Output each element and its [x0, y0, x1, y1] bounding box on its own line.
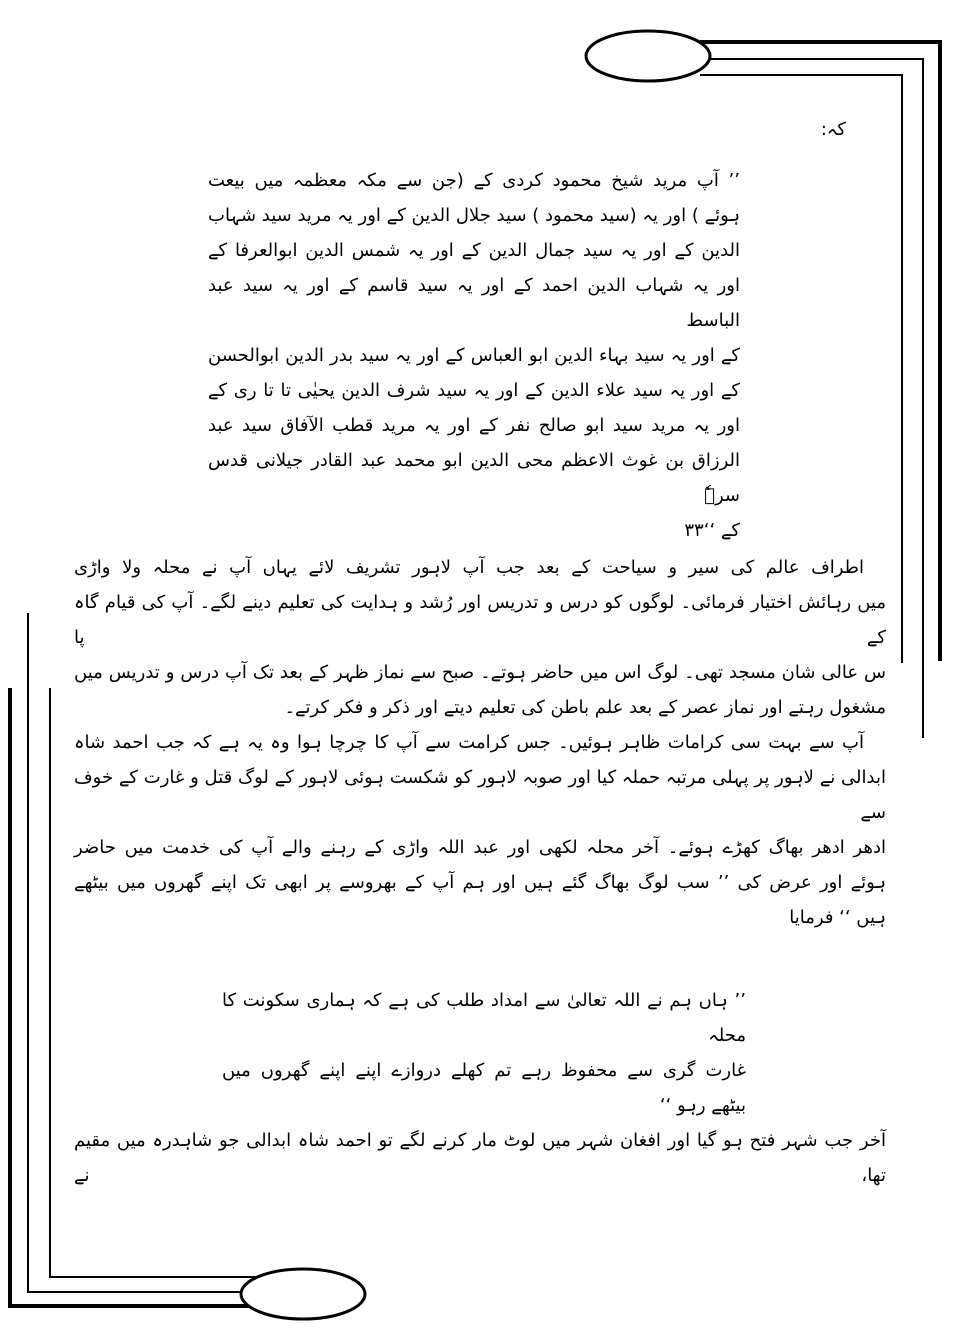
body-line: ابدالی نے لاہور پر پہلی مرتبہ حملہ کیا اور صوبہ لاہور کو شکست ہوئی لاہور کے لوگ قتل و غارت کے خوف سے: [74, 767, 886, 823]
body-line: ادھر ادھر بھاگ کھڑے ہوئے۔ آخر محلہ لکھی اور عبد اللہ واڑی کے رہنے والے آپ کی خدمت میں حاضر: [74, 837, 886, 858]
quote-line: کے اور یہ سید بہاء الدین ابو العباس کے اور یہ سید بدر الدین ابوالحسن: [208, 345, 740, 366]
quote-line: ہوئے ) اور یہ (سید محمود ) سید جلال الدین کے اور یہ مرید سید شہاب: [208, 205, 740, 226]
body-line: اطراف عالم کی سیر و سیاحت کے بعد جب آپ لاہور تشریف لائے یہاں آپ نے محلہ ولا واڑی: [74, 557, 864, 578]
body-line: مشغول رہتے اور نماز عصر کے بعد علم باطن کی تعلیم دیتے اور ذکر و فکر کرتے۔: [284, 697, 886, 718]
quote-line: کے اور یہ سید علاء الدین کے اور یہ سید شرف الدین یحیٰی تا تا ری کے: [208, 380, 740, 401]
quote-line: ’’ ہاں ہم نے اللہ تعالیٰ سے امداد طلب کی ہے کہ ہماری سکونت کا محلہ: [222, 990, 746, 1046]
body-line: میں رہائش اختیار فرمائی۔ لوگوں کو درس و تدریس اور رُشد و ہدایت کی تعلیم دینے لگے۔ آپ کی قیام گاہ کے پا: [74, 592, 886, 648]
body-line: آپ سے بہت سی کرامات ظاہر ہوئیں۔ جس کرامت سے آپ کا چرچا ہوا وہ یہ ہے کہ جب احمد شاہ: [74, 732, 864, 753]
quote-line: بیٹھے رہو ‘‘: [659, 1095, 746, 1116]
bottom-oval-ornament: [241, 1269, 365, 1319]
quote-line: ’’ آپ مرید شیخ محمود کردی کے (جن سے مکہ معظمہ میں بیعت: [208, 170, 740, 191]
quote-line: اور یہ مرید سید ابو صالح نفر کے اور یہ مرید قطب الآفاق سید عبد: [208, 415, 740, 436]
quote-line: اور یہ شہاب الدین احمد کے اور یہ سید قاسم کے اور یہ سید عبد الباسط: [208, 275, 740, 331]
quote-2: [222, 983, 746, 1123]
paragraph-1: [74, 550, 886, 725]
body-line: ہوئے اور عرض کی ’’ سب لوگ بھاگ گئے ہیں اور ہم آپ کے بھروسے پر ابھی تک اپنے گھروں میں بیٹھے: [74, 872, 886, 893]
body-line: آخر جب شہر فتح ہو گیا اور افغان شہر میں لوٹ مار کرنے لگے تو احمد شاہ ابدالی جو شاہدرہ میں مقیم تھا، نے: [74, 1130, 886, 1186]
quote-line: الرزاق بن غوث الاعظم محی الدین ابو محمد عبد القادر جیلانی قدس سرہٗ: [208, 450, 740, 506]
quote-line: الدین کے اور یہ سید جمال الدین کے اور یہ شمس الدین ابوالعرفا کے: [208, 240, 740, 261]
quote-line: غارت گری سے محفوظ رہے تم کھلے دروازے اپنے اپنے گھروں میں: [222, 1060, 746, 1081]
body-line: س عالی شان مسجد تھی۔ لوگ اس میں حاضر ہوتے۔ صبح سے نماز ظہر کے بعد تک آپ درس و تدریس میں: [74, 662, 886, 683]
paragraph-2: [74, 725, 886, 935]
section-label: کہ:: [820, 119, 846, 140]
quoted-lineage-block: [208, 163, 740, 548]
body-line: ہیں ‘‘ فرمایا: [789, 907, 886, 928]
paragraph-3: [74, 1123, 886, 1193]
quote-line-with-footnote: کے ‘‘۳۳: [684, 520, 740, 541]
